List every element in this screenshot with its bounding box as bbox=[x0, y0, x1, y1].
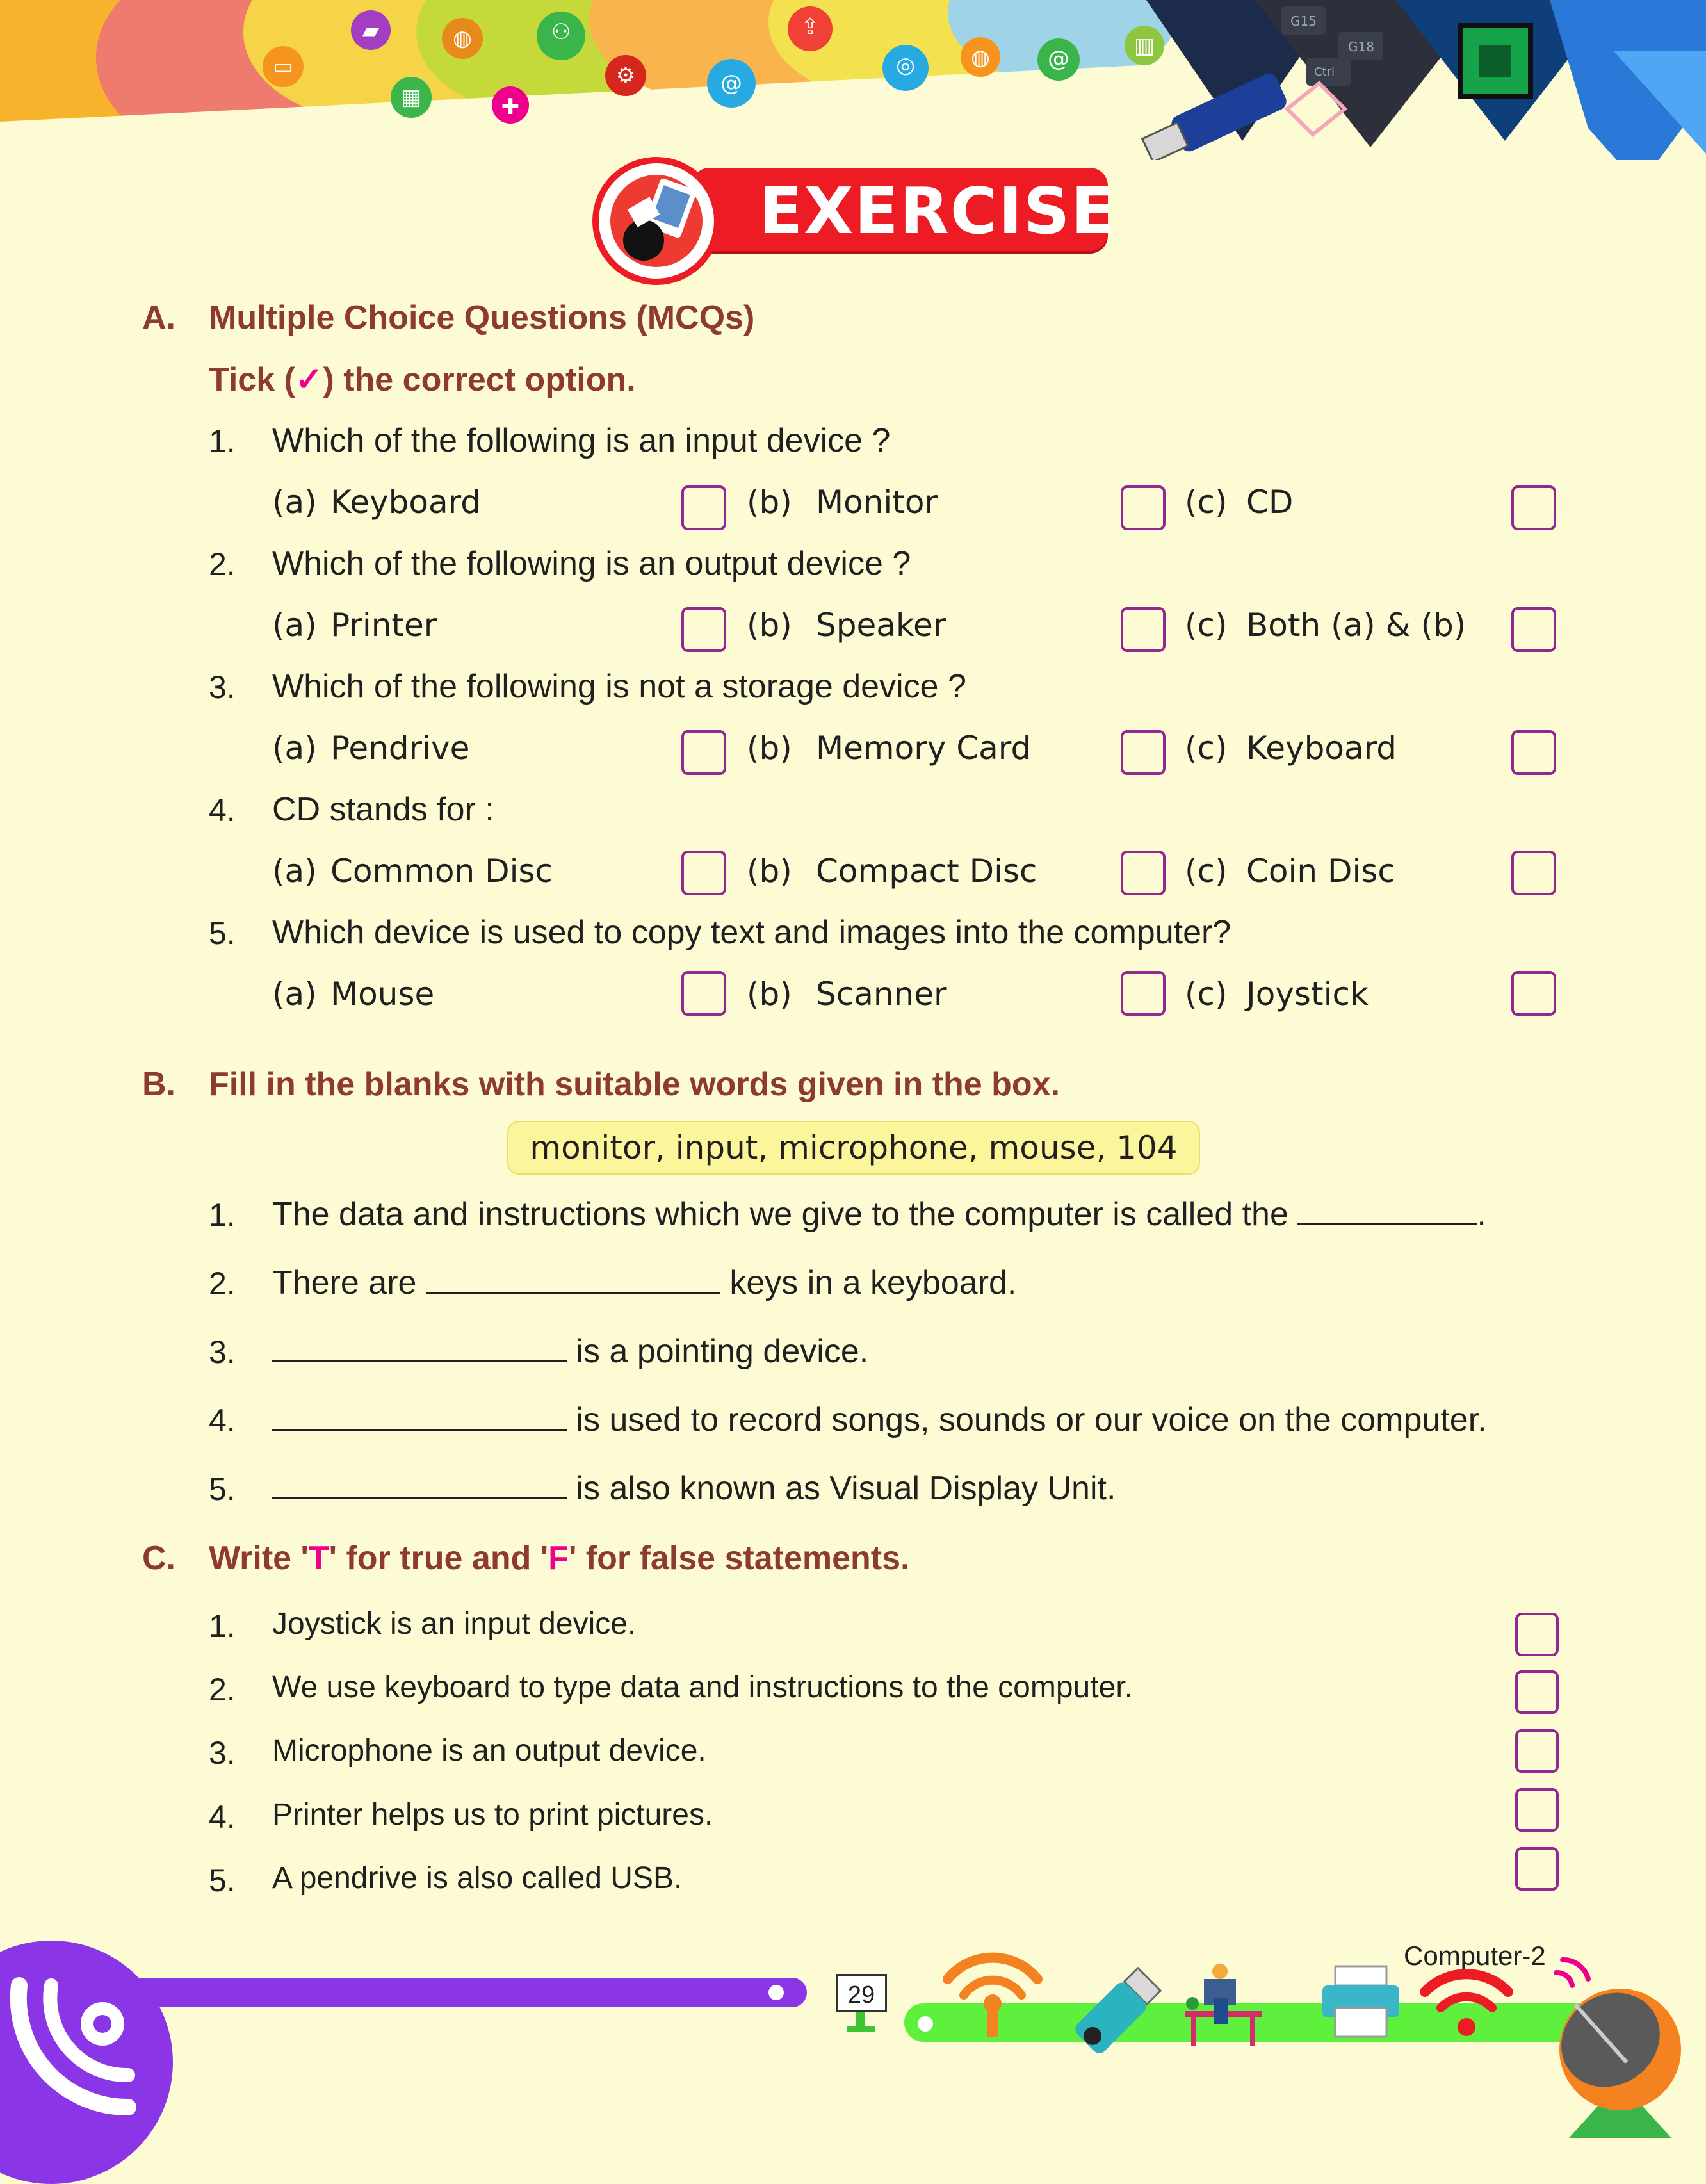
svg-text:Ctrl: Ctrl bbox=[1314, 65, 1335, 79]
answer-blank[interactable] bbox=[1297, 1195, 1477, 1225]
blank-item: The data and instructions which we give to the computer is called the . bbox=[272, 1196, 1486, 1233]
book-label: Computer-2 bbox=[1404, 1941, 1546, 1971]
satellite-dish-icon bbox=[1537, 1947, 1706, 2138]
blank-item: is used to record songs, sounds or our voice on the computer. bbox=[272, 1401, 1487, 1439]
page-title: EXERCISE bbox=[759, 174, 1116, 249]
blank-item: is a pointing device. bbox=[272, 1332, 868, 1371]
option-checkbox[interactable] bbox=[1121, 971, 1166, 1016]
blank-item-number: 4. bbox=[209, 1403, 236, 1438]
upload-icon: ⇪ bbox=[788, 6, 833, 51]
blank-item-number: 2. bbox=[209, 1266, 236, 1301]
statement-text: Joystick is an input device. bbox=[272, 1607, 637, 1641]
at-sign-icon: @ bbox=[1037, 38, 1080, 81]
option-label: (a) bbox=[272, 852, 317, 890]
question-number: 1. bbox=[209, 423, 236, 459]
option-checkbox[interactable] bbox=[1511, 971, 1556, 1016]
question-text: Which of the following is an output device ? bbox=[272, 545, 911, 582]
footer-green-dot bbox=[918, 2016, 933, 2032]
option-text: Common Disc bbox=[330, 852, 553, 890]
option-label: (b) bbox=[747, 852, 792, 890]
option-checkbox[interactable] bbox=[1121, 607, 1166, 652]
option-text: Mouse bbox=[330, 975, 435, 1013]
option-checkbox[interactable] bbox=[681, 971, 726, 1016]
option-label: (a) bbox=[272, 975, 317, 1013]
statement-number: 3. bbox=[209, 1735, 236, 1771]
monitor-icon: ▭ bbox=[263, 46, 304, 87]
option-checkbox[interactable] bbox=[681, 485, 726, 530]
mouse-icon: ◍ bbox=[961, 37, 1000, 77]
blank-item: There are keys in a keyboard. bbox=[272, 1264, 1017, 1301]
option-label: (b) bbox=[747, 975, 792, 1013]
usb-drive-icon bbox=[1069, 1960, 1166, 2062]
at-sign-icon: @ bbox=[707, 59, 756, 108]
section-c-letter: C. bbox=[142, 1540, 175, 1577]
option-label: (b) bbox=[747, 484, 792, 521]
section-b-title: Fill in the blanks with suitable words given in the box. bbox=[209, 1066, 1060, 1103]
option-label: (c) bbox=[1185, 852, 1228, 890]
footer-bar bbox=[96, 1978, 807, 2007]
question-number: 3. bbox=[209, 669, 236, 705]
answer-blank[interactable] bbox=[272, 1401, 567, 1431]
blank-item-number: 1. bbox=[209, 1197, 236, 1233]
answer-blank[interactable] bbox=[426, 1264, 720, 1294]
gears-icon: ⚙ bbox=[605, 55, 646, 96]
option-label: (c) bbox=[1185, 975, 1228, 1013]
option-label: (c) bbox=[1185, 484, 1228, 521]
option-text: Keyboard bbox=[1246, 729, 1397, 767]
option-checkbox[interactable] bbox=[681, 851, 726, 895]
page-number-base bbox=[847, 2026, 875, 2032]
option-text: Joystick bbox=[1246, 975, 1369, 1013]
statement-number: 1. bbox=[209, 1608, 236, 1644]
word-bank-box: monitor, input, microphone, mouse, 104 bbox=[507, 1121, 1200, 1175]
option-checkbox[interactable] bbox=[1511, 607, 1556, 652]
statement-text: We use keyboard to type data and instructions to the computer. bbox=[272, 1670, 1133, 1704]
option-label: (c) bbox=[1185, 729, 1228, 767]
question-text: Which device is used to copy text and images into the computer? bbox=[272, 914, 1231, 951]
answer-blank[interactable] bbox=[272, 1332, 567, 1362]
section-c-title: Write 'T' for true and 'F' for false statements. bbox=[209, 1540, 910, 1577]
header-banner bbox=[0, 0, 1706, 160]
section-a-title: Multiple Choice Questions (MCQs) bbox=[209, 299, 755, 336]
option-text: Keyboard bbox=[330, 484, 482, 521]
tick-mark-icon: ✓ bbox=[295, 361, 323, 398]
option-text: Scanner bbox=[816, 975, 947, 1013]
question-text: CD stands for : bbox=[272, 791, 494, 828]
folder-icon: ▰ bbox=[351, 10, 391, 50]
question-number: 4. bbox=[209, 792, 236, 828]
option-text: Pendrive bbox=[330, 729, 470, 767]
footer-dot bbox=[768, 1985, 784, 2000]
question-number: 2. bbox=[209, 546, 236, 582]
svg-text:G15: G15 bbox=[1290, 13, 1317, 29]
true-false-box[interactable] bbox=[1515, 1613, 1559, 1656]
true-false-box[interactable] bbox=[1515, 1729, 1559, 1773]
option-label: (c) bbox=[1185, 607, 1228, 644]
true-false-box[interactable] bbox=[1515, 1670, 1559, 1714]
wifi-logo-icon bbox=[0, 1960, 167, 2138]
option-checkbox[interactable] bbox=[681, 607, 726, 652]
printer-icon bbox=[1319, 1960, 1402, 2043]
option-label: (a) bbox=[272, 484, 317, 521]
bar-chart-icon: ▥ bbox=[1125, 26, 1164, 65]
option-checkbox[interactable] bbox=[1511, 851, 1556, 895]
option-text: Memory Card bbox=[816, 729, 1032, 767]
option-label: (b) bbox=[747, 607, 792, 644]
mouse-icon: ◍ bbox=[442, 18, 483, 59]
statement-number: 4. bbox=[209, 1799, 236, 1835]
option-checkbox[interactable] bbox=[1121, 485, 1166, 530]
option-text: CD bbox=[1246, 484, 1294, 521]
question-text: Which of the following is an input device ? bbox=[272, 422, 891, 459]
computer-emblem-icon bbox=[592, 157, 720, 285]
tech-photo-collage bbox=[1127, 0, 1706, 160]
statement-text: Microphone is an output device. bbox=[272, 1734, 706, 1768]
blank-item-number: 3. bbox=[209, 1334, 236, 1370]
workstation-icon bbox=[1178, 1960, 1268, 2050]
option-text: Speaker bbox=[816, 607, 946, 644]
option-checkbox[interactable] bbox=[681, 730, 726, 775]
option-checkbox[interactable] bbox=[1511, 730, 1556, 775]
wifi-signal-icon bbox=[935, 1947, 1050, 2043]
statement-number: 5. bbox=[209, 1862, 236, 1898]
question-text: Which of the following is not a storage device ? bbox=[272, 668, 966, 705]
option-checkbox[interactable] bbox=[1121, 851, 1166, 895]
page-number: 29 bbox=[836, 1974, 887, 2012]
true-false-box[interactable] bbox=[1515, 1788, 1559, 1832]
section-b-letter: B. bbox=[142, 1066, 175, 1103]
option-label: (a) bbox=[272, 607, 317, 644]
section-a-instruction: Tick (✓) the correct option. bbox=[209, 361, 636, 398]
globe-icon: ◎ bbox=[882, 45, 929, 91]
option-text: Compact Disc bbox=[816, 852, 1037, 890]
option-text: Both (a) & (b) bbox=[1246, 607, 1466, 644]
blank-item-number: 5. bbox=[209, 1471, 236, 1507]
statement-number: 2. bbox=[209, 1672, 236, 1707]
true-false-box[interactable] bbox=[1515, 1847, 1559, 1891]
option-label: (b) bbox=[747, 729, 792, 767]
option-text: Coin Disc bbox=[1246, 852, 1395, 890]
statement-text: Printer helps us to print pictures. bbox=[272, 1798, 713, 1832]
answer-blank[interactable] bbox=[272, 1469, 567, 1499]
svg-text:G18: G18 bbox=[1348, 39, 1374, 54]
statement-text: A pendrive is also called USB. bbox=[272, 1861, 683, 1895]
option-checkbox[interactable] bbox=[1511, 485, 1556, 530]
option-checkbox[interactable] bbox=[1121, 730, 1166, 775]
wifi-signal-icon bbox=[1415, 1960, 1518, 2043]
option-text: Monitor bbox=[816, 484, 938, 521]
option-label: (a) bbox=[272, 729, 317, 767]
blank-item: is also known as Visual Display Unit. bbox=[272, 1469, 1116, 1508]
bar-chart-icon: ▦ bbox=[391, 77, 432, 118]
question-number: 5. bbox=[209, 915, 236, 951]
option-text: Printer bbox=[330, 607, 437, 644]
section-a-letter: A. bbox=[142, 299, 175, 336]
gamepad-icon: ✚ bbox=[492, 86, 529, 124]
network-icon: ⚇ bbox=[537, 12, 585, 60]
